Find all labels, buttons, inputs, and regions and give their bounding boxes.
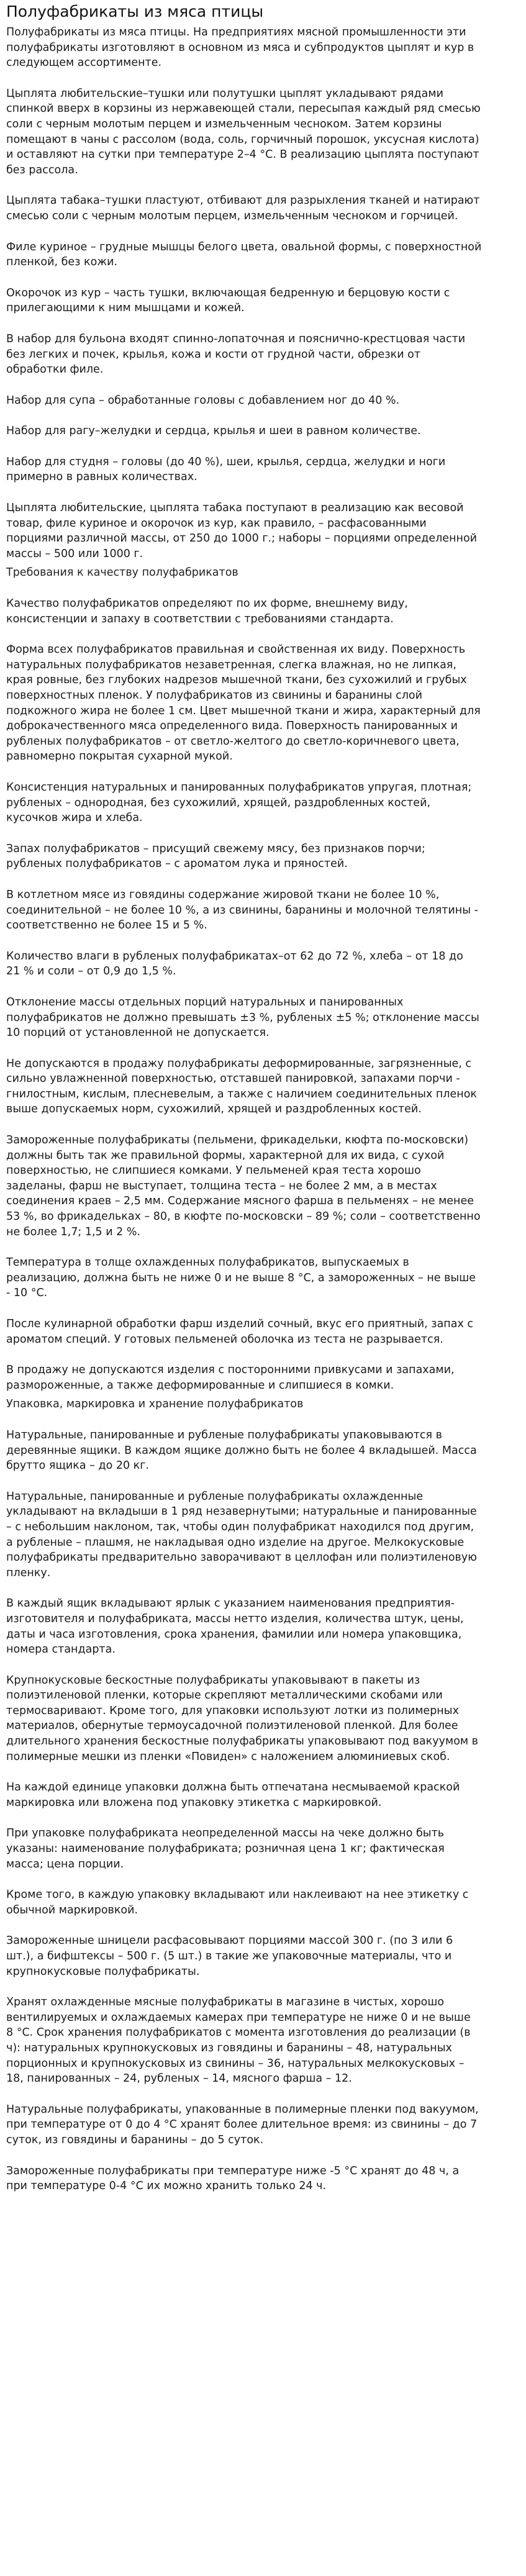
paragraph: В продажу не допускаются изделия с посторонними привкусами и запахами, размороженные, а также деформированные и слипшиеся в комки. xyxy=(6,1364,455,1392)
paragraph: Качество полуфабрикатов определяют по их форме, внешнему виду, консистенции и запаху в соответствии с требованиями стандарта. xyxy=(6,597,408,625)
paragraph: Натуральные, панированные и рубленые полуфабрикаты упаковываются в деревянные ящики. В каждом ящике должно быть не более 4 вкладышей. Масса брутто ящика – до 20 кг. xyxy=(6,1428,477,1472)
paragraph: В каждый ящик вкладывают ярлык с указанием наименования предприятия- изготовителя и полуфабриката, массы нетто изделия, количества штук, цены, даты и часа изготовления, срока хранения, фамилии или номера упаковщика, номера стандарта. xyxy=(6,1597,464,1656)
paragraph: Натуральные полуфабрикаты, упакованные в полимерные пленки под вакуумом, при температуре от 0 до 4 °С хранят более длительное время: из свинины – до 7 суток, из говядины и баранины – до 5 суток. xyxy=(6,2103,479,2146)
paragraph: Набор для супа – обработанные головы с добавлением ног до 40 %. xyxy=(6,394,400,407)
paragraph: Отклонение массы отдельных порций натуральных и панированных полуфабрикатов не должно превышать ±3 %, рубленых ±5 %; отклонение массы 10 порций от установленной не допускается. xyxy=(6,995,479,1040)
paragraph: В набор для бульона входят спинно-лопаточная и пояснично-крестцовая части без легких и почек, крылья, кожа и кости от грудной части, обрезки от обработки филе. xyxy=(6,332,466,376)
article-body xyxy=(6,25,519,2194)
paragraph: На каждой единице упаковки должна быть отпечатана несмываемой краской маркировка или вложена под упаковку этикетка с маркировкой. xyxy=(6,1781,460,1809)
paragraph: Не допускаются в продажу полуфабрикаты деформированные, загрязненные, с сильно увлажненной поверхностью, отставшей панировкой, запахами порчи - гнилостным, кислым, плесневелым, а также с наличием соединительных пленок выше допускаемых норм, сухожилий, хрящей и раздробленных костей. xyxy=(6,1057,477,1116)
section-heading: Требования к качеству полуфабрикатов xyxy=(6,566,238,579)
paragraph: Набор для студня – головы (до 40 %), шеи, крылья, сердца, желудки и ноги примерно в равных количествах. xyxy=(6,455,446,484)
paragraph: Запах полуфабрикатов – присущий свежему мясу, без признаков порчи; рубленых полуфабрикатов – с ароматом лука и пряностей. xyxy=(6,842,425,871)
section-heading: Упаковка, маркировка и хранение полуфабрикатов xyxy=(6,1398,304,1411)
paragraph: Температура в толще охлажденных полуфабрикатов, выпускаемых в реализацию, должна быть не ниже 0 и не выше 8 °С, а замороженных – не выше - 10 °С. xyxy=(6,1256,476,1300)
paragraph: Филе куриное – грудные мышцы белого цвета, овальной формы, с поверхностной пленкой, без кожи. xyxy=(6,240,482,269)
paragraph: Крупнокусковые бескостные полуфабрикаты упаковывают в пакеты из полиэтиленовой пленки, которые скрепляют металлическими скобами или термосваривают. Кроме того, для упаковки используют лотки из полимерных материалов, обернутые термоусадочной полиэтиленовой пленкой. Для более длительного хранения бескостные полуфабрикаты упаковывают под вакуумом в полимерные мешки из пленки «Повиден» с наложением алюминиевых скоб. xyxy=(6,1674,478,1763)
page-title: Полуфабрикаты из мяса птицы xyxy=(6,2,264,20)
paragraph: Замороженные шницели расфасовывают порциями массой 300 г. (по 3 или 6 шт.), а бифштексы – 500 г. (5 шт.) в такие же упаковочные материалы, что и крупнокусковые полуфабрикаты. xyxy=(6,1934,453,1978)
paragraph: Набор для рагу–желудки и сердца, крылья и шеи в равном количестве. xyxy=(6,425,421,438)
paragraph: Цыплята любительские, цыплята табака поступают в реализацию как весовой товар, филе куриное и окорочок из кур, как правило, – расфасованными порциями различной массы, от 250 до 1000 г.; наборы – порциями определенной массы – 500 или 1000 г. xyxy=(6,502,478,560)
paragraph: В котлетном мясе из говядины содержание жировой ткани не более 10 %, соединительной – не более 10 %, а из свинины, баранины и молочной телятины - соответственно не более 15 и 5 %. xyxy=(6,888,478,932)
paragraph: Цыплята табака–тушки пластуют, отбивают для разрыхления тканей и натирают смесью соли с черным молотым перцем, измельченным чесноком и горчицей. xyxy=(6,194,480,222)
paragraph: Форма всех полуфабрикатов правильная и свойственная их виду. Поверхность натуральных полуфабрикатов незаветренная, слегка влажная, но не липкая, края ровные, без глубоких надрезов мышечной ткани, без сухожилий и грубых поверхностных пленок. У полуфабрикатов из свинины и баранины слой подкожного жира не более 1 см. Цвет мышечной ткани и жира, характерный для доброкачественного мяса определенного вида. Поверхность панированных и рубленых полуфабрикатов – от светло-желтого до светло-коричневого цвета, равномерно покрытая сухарной мукой. xyxy=(6,643,481,763)
paragraph: После кулинарной обработки фарш изделий сочный, вкус его приятный, запах с ароматом специй. У готовых пельменей оболочка из теста не разрывается. xyxy=(6,1318,474,1346)
paragraph: Кроме того, в каждую упаковку вкладывают или наклеивают на нее этикетку с обычной маркировкой. xyxy=(6,1889,469,1916)
paragraph: Окорочок из кур – часть тушки, включающая бедренную и берцовую кости с прилегающими к ним мышцами и кожей. xyxy=(6,286,450,315)
paragraph: Количество влаги в рубленых полуфабрикатах–от 62 до 72 %, хлеба – от 18 до 21 % и соли – от 0,9 до 1,5 %. xyxy=(6,950,463,978)
paragraph: Замороженные полуфабрикаты при температуре ниже -5 °С хранят до 48 ч, а при температуре 0-4 °С их можно хранить только 24 ч. xyxy=(6,2164,460,2193)
paragraph: Цыплята любительские–тушки или полутушки цыплят укладывают рядами спинкой вверх в корзины из нержавеющей стали, пересыпая каждый ряд смесью соли с черным молотым перцем и измельченным чесноком. Затем корзины помещают в чаны с рассолом (вода, соль, горчичный порошок, уксусная кислота) и оставляют на сутки при температуре 2–4 °С. В реализацию цыплята поступают без рассола. xyxy=(6,87,481,176)
paragraph: Натуральные, панированные и рубленые полуфабрикаты охлажденные укладывают на вкладыши в 1 ряд незавернутыми; натуральные и панированные – с небольшим наклоном, так, чтобы один полуфабрикат находился под другим, а рубленые – плашмя, не накладывая одно изделие на другое. Мелкокусковые полуфабрикаты предварительно заворачивают в целлофан или полиэтиленовую пленку. xyxy=(6,1490,477,1579)
paragraph: Замороженные полуфабрикаты (пельмени, фрикадельки, кюфта по-московски) должны быть так же правильной формы, характерной для их вида, с сухой поверхностью, не слипшиеся комками. У пельменей края теста хорошо заделаны, фарш не выступает, толщина теста – не более 2 мм, а в местах соединения краев – 2,5 мм. Содержание мясного фарша в пельменях – не менее 53 %, во фрикадельках – 80, в кюфте по-московски – 89 %; соли – соответственно не более 1,7; 1,5 и 2 %. xyxy=(6,1134,481,1238)
paragraph: Полуфабрикаты из мяса птицы. На предприятиях мясной промышленности эти полуфабрикаты изготовляют в основном из мяса и субпродуктов цыплят и кур в следующем ассортименте. xyxy=(6,26,474,70)
paragraph: При упаковке полуфабриката неопределенной массы на чеке должно быть указаны: наименование полуфабриката; розничная цена 1 кг; фактическая масса; цена порции. xyxy=(6,1827,445,1871)
paragraph: Консистенция натуральных и панированных полуфабрикатов упругая, плотная; рубленых – однородная, без сухожилий, хрящей, раздробленных костей, кусочков жира и хлеба. xyxy=(6,781,472,825)
paragraph: Хранят охлажденные мясные полуфабрикаты в магазине в чистых, хорошо вентилируемых и охлаждаемых камерах при температуре не ниже 0 и не выше 8 °С. Срок хранения полуфабрикатов с момента изготовления до реализации (в ч): натуральных крупнокусковых из говядины и баранины – 48, натуральных порционных и крупнокусковых из свинины – 36, натуральных мелкокусковых – 18, панированных – 24, рубленых – 14, мясного фарша – 12. xyxy=(6,1996,471,2085)
